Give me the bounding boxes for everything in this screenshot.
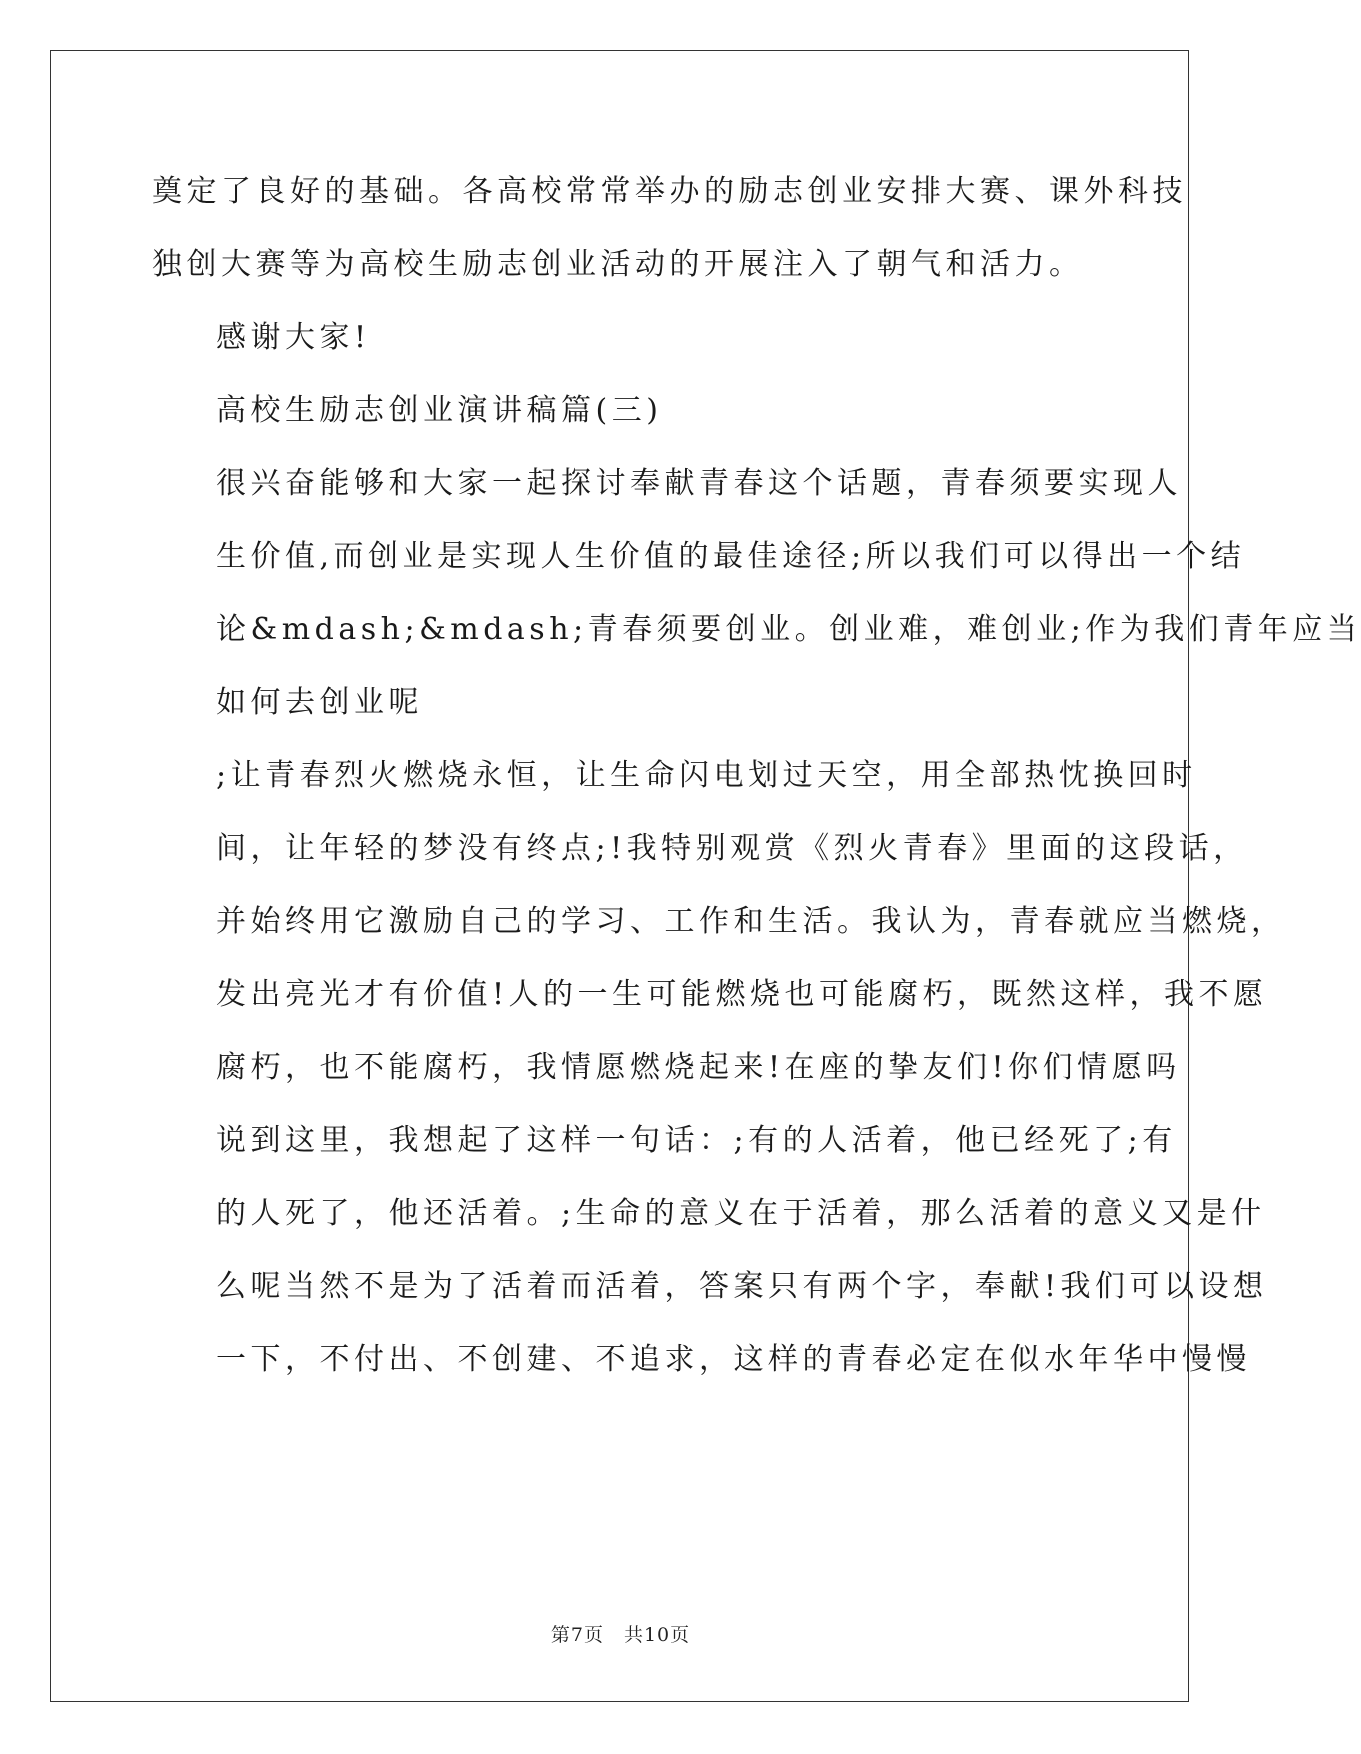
text-line: 说到这里，我想起了这样一句话：;有的人活着，他已经死了;有 [216,1123,1177,1158]
text-line: 生价值,而创业是实现人生价值的最佳途径;所以我们可以得出一个结 [216,539,1246,574]
text-line: 感谢大家! [216,320,371,355]
text-line: 奠定了良好的基础。各高校常常举办的励志创业安排大赛、课外科技 [152,174,1187,209]
section-heading [152,374,1092,447]
text-line: 高校生励志创业演讲稿篇(三) [216,393,663,428]
page-number-footer: 第7页 共10页 [550,1624,691,1646]
text-line: 间，让年轻的梦没有终点;!我特别观赏《烈火青春》里面的这段话， [216,831,1248,866]
paragraph-6 [152,1104,1268,1396]
paragraph-5 [152,739,1286,1104]
text-line: 发出亮光才有价值!人的一生可能燃烧也可能腐朽，既然这样，我不愿 [216,977,1268,1012]
text-line: 么呢当然不是为了活着而活着，答案只有两个字，奉献!我们可以设想 [216,1269,1268,1304]
paragraph-4 [152,447,1361,739]
text-line: 的人死了，他还活着。;生命的意义在于活着，那么活着的意义又是什 [216,1196,1266,1231]
text-line: ;让青春烈火燃烧永恒，让生命闪电划过天空，用全部热忱换回时 [216,758,1197,793]
paragraph-1 [152,155,1187,301]
document-body [152,155,1361,1396]
text-line: 并始终用它激励自己的学习、工作和生活。我认为，青春就应当燃烧， [216,904,1286,939]
text-line: 一下，不付出、不创建、不追求，这样的青春必定在似水年华中慢慢 [216,1342,1251,1377]
text-line: 如何去创业呢 [216,685,423,720]
text-line: 论&mdash;&mdash;青春须要创业。创业难，难创业;作为我们青年应当 [216,612,1361,647]
text-line: 独创大赛等为高校生励志创业活动的开展注入了朝气和活力。 [152,247,1084,282]
text-line: 腐朽，也不能腐朽，我情愿燃烧起来!在座的挚友们!你们情愿吗 [216,1050,1181,1085]
text-line: 很兴奋能够和大家一起探讨奉献青春这个话题，青春须要实现人 [216,466,1182,501]
paragraph-thanks [152,301,1092,374]
